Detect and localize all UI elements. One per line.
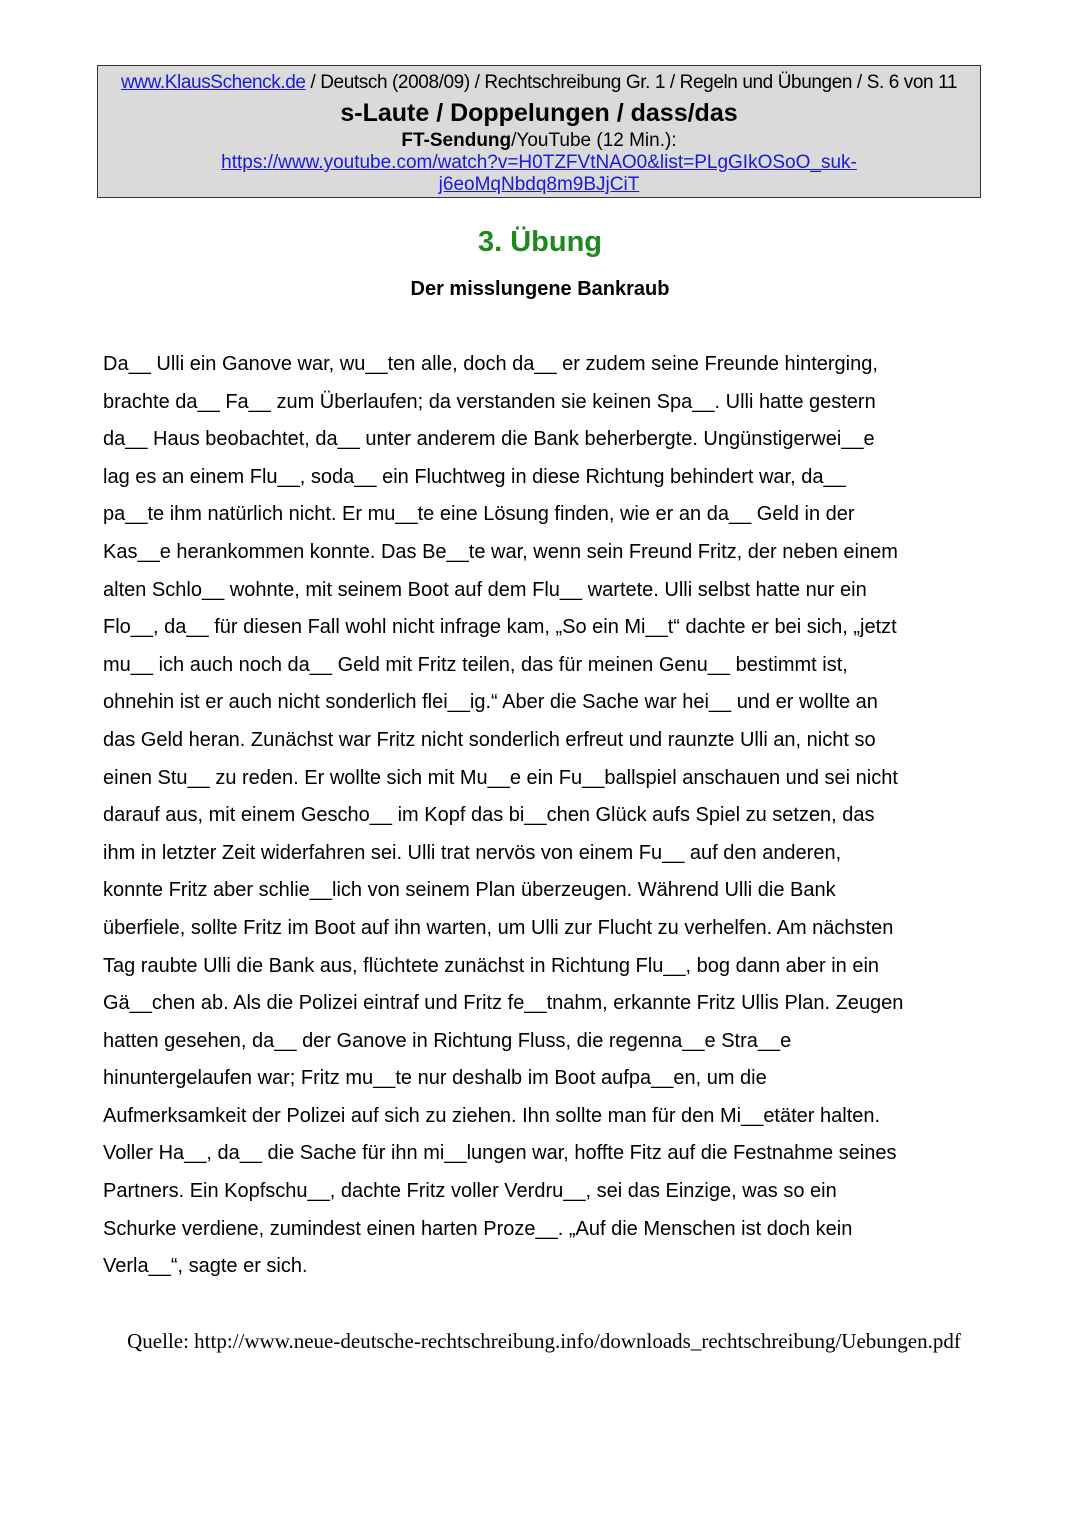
text-line: Gä__chen ab. Als die Polizei eintraf und Fritz fe__tnahm, erkannte Fritz Ullis Plan. Zeugen [103, 992, 904, 1015]
document-header [97, 65, 981, 198]
exercise-subtitle: Der misslungene Bankraub [410, 278, 670, 300]
youtube-link-line1[interactable]: https://www.youtube.com/watch?v=H0TZFVtNAO0&list=PLgGIkOSoO_suk- [221, 152, 857, 173]
exercise-text [103, 346, 1003, 1286]
ft-label: FT-Sendung [401, 130, 512, 151]
text-line: Tag raubte Ulli die Bank aus, flüchtete zunächst in Richtung Flu__, bog dann aber in ein [103, 954, 880, 977]
text-line: hatten gesehen, da__ der Ganove in Richtung Fluss, die regenna__e Stra__e [103, 1029, 792, 1052]
exercise-title: 3. Übung [477, 226, 603, 258]
text-line: überfiele, sollte Fritz im Boot auf ihn warten, um Ulli zur Flucht zu verhelfen. Am nächsten [103, 916, 894, 939]
text-line: Verla__“, sagte er sich. [103, 1255, 308, 1278]
ft-sendung-line [98, 130, 980, 152]
text-line: darauf aus, mit einem Gescho__ im Kopf das bi__chen Glück aufs Spiel zu setzen, das [103, 804, 875, 827]
text-line: Partners. Ein Kopfschu__, dachte Fritz voller Verdru__, sei das Einzige, was so ein [103, 1180, 837, 1203]
text-line: Flo__, da__ für diesen Fall wohl nicht infrage kam, „So ein Mi__t“ dachte er bei sich, „jetzt [103, 616, 897, 639]
text-line: konnte Fritz aber schlie__lich von seinem Plan überzeugen. Während Ulli die Bank [103, 879, 836, 902]
text-line: lag es an einem Flu__, soda__ ein Fluchtweg in diese Richtung behindert war, da__ [103, 465, 846, 488]
text-line: Aufmerksamkeit der Polizei auf sich zu ziehen. Ihn sollte man für den Mi__etäter halten. [103, 1104, 881, 1127]
text-line: brachte da__ Fa__ zum Überlaufen; da verstanden sie keinen Spa__. Ulli hatte gestern [103, 390, 876, 413]
text-line: ihm in letzter Zeit widerfahren sei. Ulli trat nervös von einem Fu__ auf den anderen, [103, 841, 842, 864]
text-line: da__ Haus beobachtet, da__ unter anderem die Bank beherbergte. Ungünstigerwei__e [103, 428, 875, 451]
text-line: pa__te ihm natürlich nicht. Er mu__te eine Lösung finden, wie er an da__ Geld in der [103, 503, 855, 526]
text-line: hinuntergelaufen war; Fritz mu__te nur deshalb im Boot aufpa__en, um die [103, 1067, 767, 1090]
ft-info: /YouTube (12 Min.): [511, 130, 677, 151]
text-line: Schurke verdiene, zumindest einen harten Proze__. „Auf die Menschen ist doch kein [103, 1217, 853, 1240]
site-link[interactable]: www.KlausSchenck.de [120, 72, 306, 93]
text-line: mu__ ich auch noch da__ Geld mit Fritz teilen, das für meinen Genu__ bestimmt ist, [103, 653, 848, 676]
header-breadcrumb-line [98, 71, 980, 95]
youtube-link-line2[interactable]: j6eoMqNbdq8m9BJjCiT [438, 174, 640, 195]
breadcrumb: / Deutsch (2008/09) / Rechtschreibung Gr. 1 / Regeln und Übungen / S. 6 von 11 [305, 72, 958, 93]
text-line: ohnehin ist er auch nicht sonderlich flei__ig.“ Aber die Sache war hei__ und er wollte an [103, 691, 878, 714]
text-line: alten Schlo__ wohnte, mit seinem Boot auf dem Flu__ wartete. Ulli selbst hatte nur ein [103, 578, 867, 601]
text-line: Kas__e herankommen konnte. Das Be__te war, wenn sein Freund Fritz, der neben einem [103, 540, 898, 563]
source-citation: Quelle: http://www.neue-deutsche-rechtschreibung.info/downloads_rechtschreibung/Uebungen.pdf [127, 1329, 961, 1353]
text-line: Da__ Ulli ein Ganove war, wu__ten alle, doch da__ er zudem seine Freunde hinterging, [103, 353, 878, 375]
youtube-link-block [98, 152, 980, 196]
text-line: einen Stu__ zu reden. Er wollte sich mit Mu__e ein Fu__ballspiel anschauen und sei nicht [103, 766, 898, 789]
text-line: das Geld heran. Zunächst war Fritz nicht sonderlich erfreut und raunzte Ulli an, nicht so [103, 728, 876, 751]
page-title: s-Laute / Doppelungen / dass/das [340, 99, 738, 127]
text-line: Voller Ha__, da__ die Sache für ihn mi__lungen war, hoffte Fitz auf die Festnahme seines [103, 1142, 897, 1165]
